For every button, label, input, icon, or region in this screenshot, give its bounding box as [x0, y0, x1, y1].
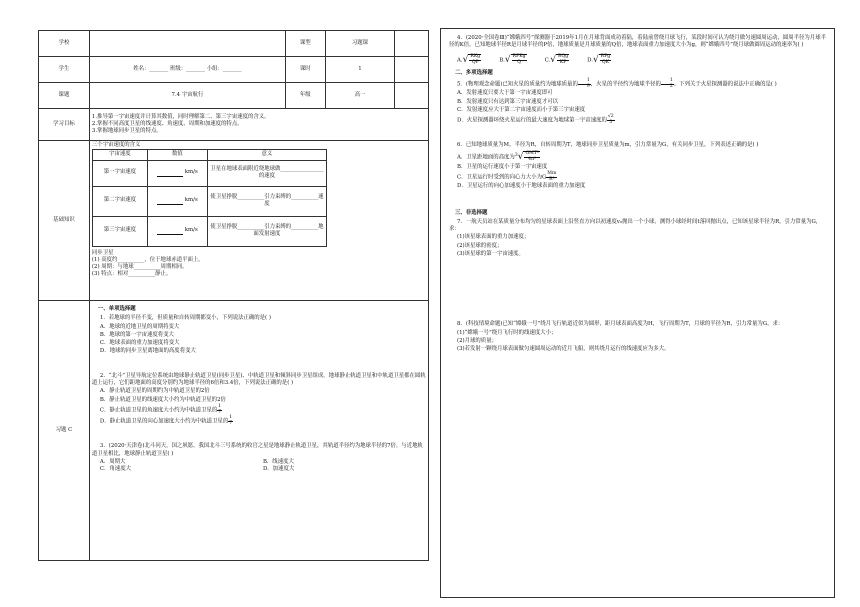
sub-question: (3)若发射一颗绕月球表面做匀速圆周运动的近月飞船，则其绕月运行的线速度应为多大。 [457, 346, 670, 353]
school-label: 学校 [39, 31, 90, 57]
option[interactable]: A．地球的近地卫星的周期将变大 [99, 323, 180, 330]
question-stem: 7．一航天员站在某质量分布均匀的星球表面上沿竖直方向以初速度v₀抛出一个小球，测得小球经时间t落回抛出点，已知该星球半径为R，引力常量为G，求： [449, 218, 822, 233]
cosmic-speed-table [92, 149, 327, 246]
option[interactable]: B．地球的第一宇宙速度将变大 [99, 331, 174, 338]
student-label: 学生 [39, 57, 90, 83]
answer-blank[interactable] [157, 199, 183, 205]
option[interactable]: D．静止轨道卫星的向心加速度大小约为中轨道卫星的 $\frac{1}{7}$ [99, 415, 233, 426]
right-page [440, 10, 845, 595]
answer-blank[interactable] [157, 171, 183, 177]
grade-value: 高一 [325, 83, 395, 109]
question-stem: 5．(物理观念命题)已知火星的质量约为地球质量的 $\frac{1}{9}$ ，火星的半径约为地球半径的 $\frac{1}{2}$ 。下列关于火星探测器的说法中正确的是( ) [457, 78, 777, 89]
option[interactable]: A．发射速度只要大于第一宇宙速度即可 [457, 90, 553, 97]
sub-question: (3)该星球的第一宇宙速度。 [457, 251, 524, 257]
sync-line: (2) 周期：与地球__________周期相同。 [91, 264, 188, 271]
goal-line: 2.掌握不同高度卫星的线速度、角速度、周期和加速度的特点。 [91, 120, 243, 127]
sub-question: (2)该星球的密度； [457, 242, 503, 249]
section-title: 二、多项选择题 [455, 69, 493, 76]
option[interactable]: D．卫星运行的向心加速度小于地球表面的重力加速度 [457, 183, 586, 190]
goal-line: 1.推导第一宇宙速度并计算其数值，同时理解第二、第三宇宙速度的含义。 [91, 113, 270, 120]
right-content-box [440, 28, 835, 598]
period-label: 课时 [286, 57, 326, 83]
topic-label: 课题 [39, 83, 90, 109]
period-value: 1 [325, 57, 395, 83]
option[interactable]: B.√ $\frac{\text{RPKg}}{Q}$ [499, 54, 526, 65]
section-title: 一、单项选择题 [97, 306, 136, 312]
q4-options [457, 54, 826, 66]
left-page [28, 10, 433, 595]
sub-question: (1)“嫦娥一号”绕月飞行时的线速度大小； [457, 329, 557, 336]
student-fields: 姓名：_______ 班级：_______ 小组：_______ [89, 57, 285, 83]
fraction: $\frac{1}{7}$ [218, 403, 222, 415]
school-value [89, 31, 285, 57]
worksheet-table [38, 30, 429, 561]
answer-blank[interactable] [157, 229, 183, 235]
option[interactable]: B．静止轨道卫星的线速度大小约为中轨道卫星的2倍 [99, 396, 226, 403]
option[interactable]: D．地球的同步卫星离地面的高度将变大 [99, 348, 196, 355]
option[interactable]: A．静止轨道卫星的周期约为中轨道卫星的2倍 [99, 388, 210, 395]
goals-label: 学习目标 [39, 109, 90, 141]
fraction: $\frac{1}{7}$ [229, 415, 233, 426]
option[interactable]: B．卫星的运行速度小于第一宇宙速度 [457, 163, 548, 170]
course-type-value: 习题课 [325, 31, 395, 57]
question-stem: 2．“北斗”卫星导航定位系统由地球静止轨道卫星(同步卫星)、中轨道卫星和倾斜同步卫星组成。地球静止轨道卫星和中轨道卫星都在圆轨道上运行，它们距地面的高度分别约为地球半径的6倍和3.4倍，下列说法正确的是( ) [91, 372, 426, 387]
course-type-label: 课型 [286, 31, 326, 57]
option[interactable]: A．周期大 [99, 458, 126, 465]
question-stem: 6．已知地球质量为M，半径为R，自转周期为T，地球同步卫星质量为m，引力常量为G，有关同步卫星，下列表述正确的是( ) [457, 142, 759, 149]
option[interactable]: C．静止轨道卫星的角速度大小约为中轨道卫星的 $\frac{1}{7}$ [99, 403, 222, 415]
basics-content [89, 141, 428, 301]
option[interactable]: D．火星探测器环绕火星运行的最大速度为地球第一宇宙速度的 $\frac{√2}{3}$ [457, 114, 614, 125]
option[interactable]: B．线速度大 [262, 458, 294, 465]
speed-table-caption: 三个宇宙速度的含义 [91, 142, 141, 148]
sub-question: (2)月球的质量； [457, 337, 497, 344]
option[interactable]: A．卫星距地面的高度为$^3$√ $\frac{\text{GMT²}}{\text{4π²}}$ [457, 151, 539, 162]
sync-line: (1) 高度约__________，位于地球赤道平面上。 [91, 256, 204, 263]
option[interactable]: A.√ $\frac{\text{RKg}}{QP}$ [457, 54, 481, 65]
table-row: 第二宇宙速度 km/s 使卫星挣脱__________引力束缚的__________速度 [92, 186, 326, 216]
option[interactable]: C．发射速度应大于第二宇宙速度而小于第三宇宙速度 [457, 106, 586, 113]
sub-question: (1)该星球表面的重力加速度； [457, 234, 530, 241]
section-title: 三、非选择题 [455, 209, 488, 216]
question-stem: 8．(科技情境命题)已知“嫦娥一号”绕月飞行轨道近似为圆形，距月球表面高度为H，飞行周期为T，月球的半径为R，引力常量为G，求： [457, 321, 784, 328]
option[interactable]: D．加速度大 [262, 466, 295, 473]
answer-space[interactable] [449, 259, 826, 319]
option[interactable]: B．发射速度只有达到第三宇宙速度才可以 [457, 98, 558, 105]
col-speed: 宇宙速度 [92, 150, 147, 160]
option[interactable]: D.√ $\frac{\text{RPg}}{QK}$ [587, 54, 611, 65]
option[interactable]: C．角速度大 [99, 466, 131, 473]
col-value: 数值 [147, 150, 207, 160]
question-stem: 3．(2020·天津卷)北斗问天，国之夙愿。我国北斗三号系统的收官之星是地球静止轨道卫星，其轨道半径约为地球半径的7倍。与近地轨道卫星相比，地球静止轨道卫星( ) [91, 443, 423, 457]
grade-label: 年级 [286, 83, 326, 109]
topic-value: 7.4 宇宙航行 [89, 83, 285, 109]
option[interactable]: C.√ $\frac{\text{RQg}}{KP}$ [544, 54, 569, 65]
exercise-content [89, 301, 428, 561]
col-meaning: 意义 [207, 150, 326, 160]
table-row: 第三宇宙速度 km/s 使卫星挣脱__________引力束缚的__________地面发射速度 [92, 216, 326, 246]
sync-line: (3) 特点：相对__________静止。 [91, 271, 172, 278]
option[interactable]: C．地球表面的重力加速度将变大 [99, 340, 180, 347]
option[interactable]: C．卫星运行时受到的向心力大小为G $\frac{Mm}{\text{R²}}$ [457, 171, 557, 182]
table-row: 第一宇宙速度 km/s 卫星在地球表面附近绕地球做________________的速度 [92, 160, 326, 186]
exercise-label: 习题 C [39, 301, 90, 561]
goals-content [89, 109, 428, 141]
question-stem: 4．(2020·全国卷Ⅲ)“嫦娥四号”探测器于2019年1月在月球背面成功着陆，着陆前曾绕月球飞行，某段时间可认为绕月做匀速圆周运动，圆周半径为月球半径的K倍。已知地球半径R是月球半径的P倍，地球质量是月球质量的Q倍，地球表面重力加速度大小为g，则“嫦娥四号”绕月球做圆周运动的速率为( ) [449, 35, 826, 49]
goal-line: 3.掌握地球同步卫星的特点。 [91, 128, 162, 135]
question-stem: 1．若地球的半径不变，但质量和自转周期都变小，下列说法正确的是( ) [99, 315, 271, 322]
basics-label: 基础知识 [39, 141, 90, 301]
sync-satellite-title: 同步卫星 [91, 249, 114, 256]
